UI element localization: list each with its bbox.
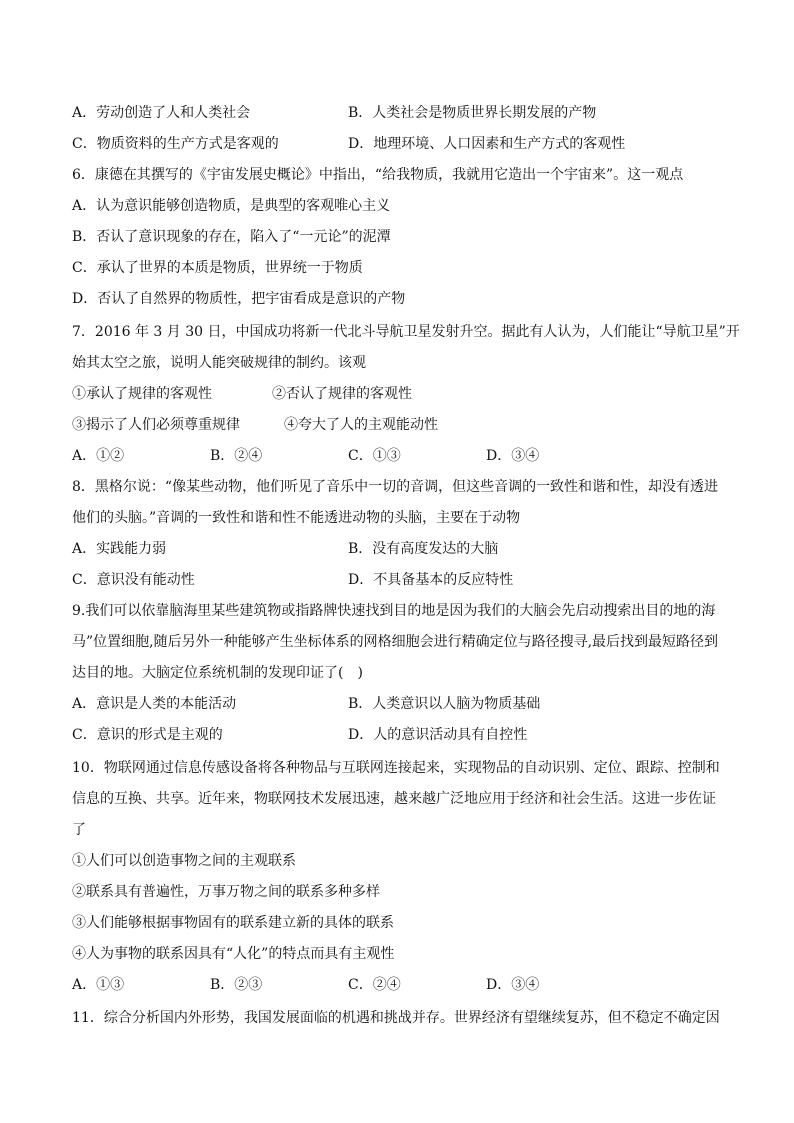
q7-stem-line1: 7．2016 年 3 月 30 日，中国成功将新一代北斗导航卫星发射升空。据此有人认为，人们能让“导航卫星”开 — [72, 324, 740, 340]
q9-option-b: B．人类意识以人脑为物质基础 — [348, 696, 541, 712]
q10-item-3: ③人们能够根据事物固有的联系建立新的具体的联系 — [72, 915, 394, 931]
q9-option-a: A．意识是人类的本能活动 — [72, 696, 237, 712]
q7-item-3: ③揭示了人们必须尊重规律 — [72, 417, 240, 433]
q10-stem-line2: 信息的互换、共享。近年来，物联网技术发展迅速，越来越广泛地应用于经济和社会生活。这进一步佐证 — [72, 791, 716, 807]
q5-option-c: C．物质资料的生产方式是客观的 — [72, 136, 279, 152]
q10-option-c: C．②④ — [348, 977, 401, 993]
q7-item-2: ②否认了规律的客观性 — [272, 386, 412, 402]
q10-stem-line3: 了 — [72, 822, 86, 838]
q7-option-a: A．①② — [72, 448, 125, 464]
q7-option-c: C．①③ — [348, 448, 401, 464]
q8-stem-line1: 8．黑格尔说：“像某些动物，他们听见了音乐中一切的音调，但这些音调的一致性和谐和性，却没有透进 — [72, 479, 719, 495]
q7-item-1: ①承认了规律的客观性 — [72, 386, 212, 402]
q9-stem-line2: 马”位置细胞,随后另外一种能够产生坐标体系的网格细胞会进行精确定位与路径搜寻,最后找到最短路径到 — [72, 634, 719, 650]
q10-option-a: A．①③ — [72, 977, 125, 993]
q7-option-d: D．③④ — [486, 448, 540, 464]
q5-option-b: B．人类社会是物质世界长期发展的产物 — [348, 105, 597, 121]
q10-option-d: D．③④ — [486, 977, 540, 993]
q11-stem-line1: 11．综合分析国内外形势，我国发展面临的机遇和挑战并存。世界经济有望继续复苏，但不稳定不确定因 — [72, 1010, 720, 1026]
q7-item-4: ④夸大了人的主观能动性 — [284, 417, 438, 433]
q8-stem-line2: 他们的头脑。”音调的一致性和谐和性不能透进动物的头脑，主要在于动物 — [72, 510, 521, 526]
q6-stem: 6．康德在其撰写的《宇宙发展史概论》中指出，“给我物质，我就用它造出一个宇宙来”。这一观点 — [72, 167, 684, 183]
q5-option-a: A．劳动创造了人和人类社会 — [72, 105, 251, 121]
q10-item-1: ①人们可以创造事物之间的主观联系 — [72, 853, 296, 869]
q6-option-a: A．认为意识能够创造物质，是典型的客观唯心主义 — [72, 198, 391, 214]
q5-option-d: D．地理环境、人口因素和生产方式的客观性 — [348, 136, 626, 152]
q10-item-4: ④人为事物的联系因具有“人化”的特点而具有主观性 — [72, 946, 395, 962]
q8-option-b: B．没有高度发达的大脑 — [348, 541, 499, 557]
q9-stem-line3: 达目的地。大脑定位系统机制的发现印证了( ) — [72, 665, 363, 681]
q6-option-d: D．否认了自然界的物质性，把宇宙看成是意识的产物 — [72, 291, 406, 307]
q7-option-b: B．②④ — [210, 448, 263, 464]
q9-stem-line1: 9.我们可以依靠脑海里某些建筑物或指路牌快速找到目的地是因为我们的大脑会先启动搜索出目的地的海 — [72, 603, 716, 619]
q10-option-b: B．②③ — [210, 977, 263, 993]
q9-option-d: D．人的意识活动具有自控性 — [348, 727, 528, 743]
q9-option-c: C．意识的形式是主观的 — [72, 727, 223, 743]
q8-option-a: A．实践能力弱 — [72, 541, 167, 557]
q10-stem-line1: 10．物联网通过信息传感设备将各种物品与互联网连接起来，实现物品的自动识别、定位、跟踪、控制和 — [72, 760, 720, 776]
q8-option-c: C．意识没有能动性 — [72, 572, 195, 588]
q6-option-b: B．否认了意识现象的存在，陷入了“一元论”的泥潭 — [72, 229, 391, 245]
q10-item-2: ②联系具有普遍性，万事万物之间的联系多种多样 — [72, 884, 380, 900]
q8-option-d: D．不具备基本的反应特性 — [348, 572, 514, 588]
q6-option-c: C．承认了世界的本质是物质，世界统一于物质 — [72, 260, 363, 276]
q7-stem-line2: 始其太空之旅，说明人能突破规律的制约。该观 — [72, 355, 366, 371]
